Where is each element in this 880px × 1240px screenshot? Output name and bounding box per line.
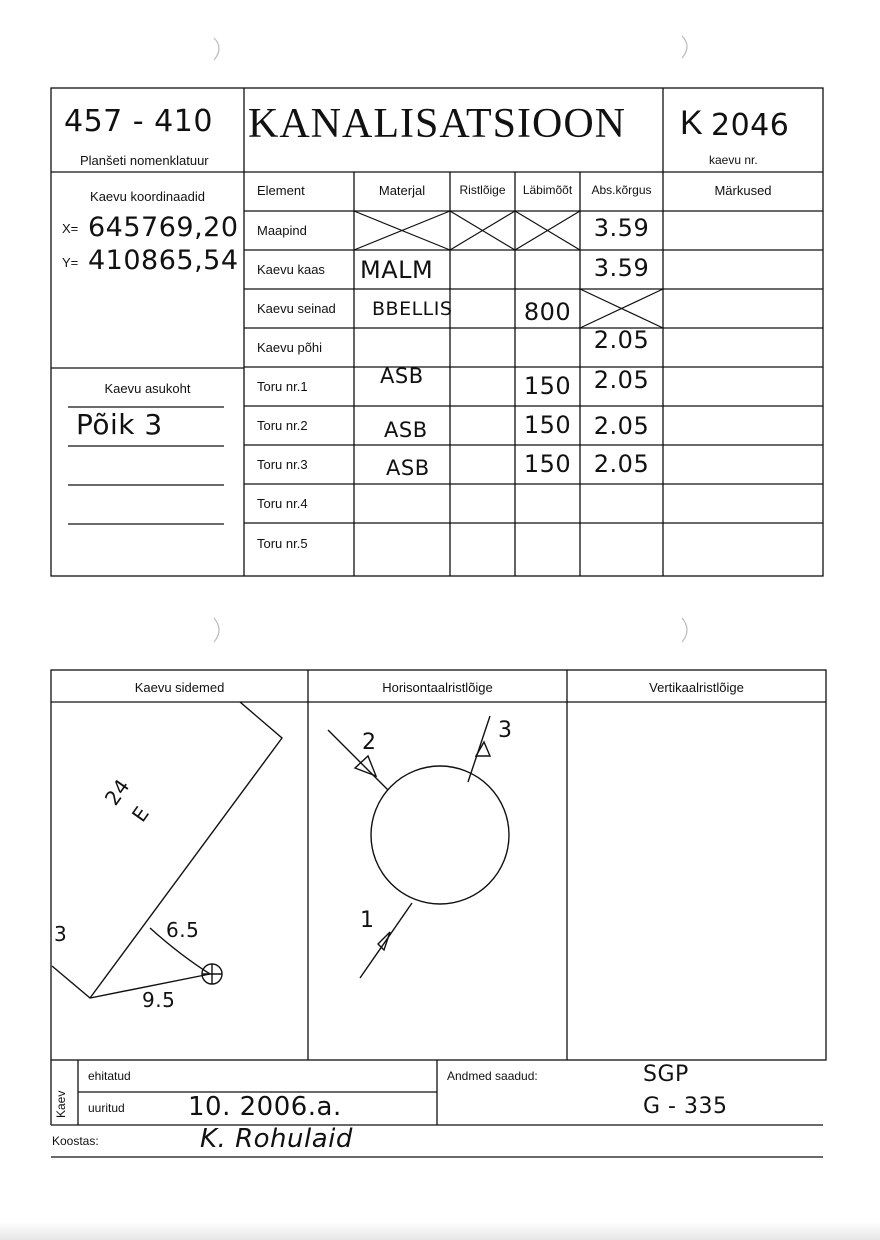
table-row-abs: 2.05: [593, 326, 650, 354]
uuritud-value: 10. 2006.a.: [188, 1092, 342, 1122]
table-row-element: Toru nr.2: [257, 418, 308, 433]
table-row-labimoot: 150: [523, 411, 572, 439]
pipe-number: 2: [362, 730, 377, 755]
x-label: X=: [62, 221, 79, 236]
table-row-materjal: ASB: [386, 456, 430, 480]
sketch-header-vertical: Vertikaalristlõige: [649, 680, 744, 695]
table-row-abs: 2.05: [593, 366, 650, 394]
table-row-abs: 3.59: [593, 214, 650, 242]
table-row-labimoot: 150: [523, 372, 572, 400]
table-row-element: Kaevu seinad: [257, 301, 336, 316]
table-row-materjal: ASB: [384, 418, 428, 442]
table-row-materjal: MALM: [360, 256, 434, 284]
well-prefix: K: [680, 104, 703, 142]
bottom-form-grid: [51, 670, 826, 1157]
punch-hole-mark: [214, 618, 219, 642]
sketch-header-ties: Kaevu sidemed: [134, 680, 225, 695]
scan-edge: [0, 1222, 880, 1240]
well-number: 2046: [711, 108, 790, 143]
well-label: kaevu nr.: [709, 153, 758, 167]
ties-note: 6.5: [166, 918, 200, 942]
header-element: Element: [257, 183, 305, 198]
ehitatud-label: ehitatud: [88, 1069, 131, 1083]
koostas-signature: K. Rohulaid: [200, 1124, 353, 1154]
table-row-element: Kaevu põhi: [257, 340, 323, 355]
ties-note: 24: [99, 774, 135, 810]
location-value: Põik 3: [76, 408, 163, 441]
andmed-value: G - 335: [643, 1094, 728, 1119]
coords-label: Kaevu koordinaadid: [90, 189, 205, 204]
nomenclature-value: 457 - 410: [64, 104, 213, 139]
table-row-labimoot: 150: [523, 450, 572, 478]
header-ristloige: Ristlõige: [459, 183, 506, 197]
location-label: Kaevu asukoht: [104, 381, 191, 396]
table-row-materjal: BBELLIS: [372, 298, 453, 320]
andmed-label: Andmed saadud:: [447, 1069, 538, 1083]
sketch-header-horizontal: Horisontaalristlõige: [382, 680, 493, 695]
punch-hole-mark: [682, 36, 687, 58]
ties-note: 3: [54, 922, 68, 946]
pipe-number: 3: [498, 718, 513, 743]
horizontal-section-sketch: [328, 716, 509, 978]
x-value: 645769,20: [88, 212, 239, 243]
punch-hole-mark: [214, 38, 219, 60]
koostas-label: Koostas:: [52, 1134, 99, 1148]
header-materjal: Materjal: [378, 183, 426, 198]
y-label: Y=: [62, 255, 79, 270]
header-labimoot: Läbimõõt: [522, 183, 573, 197]
table-row-element: Toru nr.3: [257, 457, 308, 472]
ties-sketch: [52, 702, 282, 998]
andmed-value: SGP: [643, 1062, 689, 1087]
uuritud-label: uuritud: [88, 1101, 125, 1115]
table-row-abs: 2.05: [593, 412, 650, 440]
table-row-materjal: ASB: [380, 364, 424, 388]
table-row-element: Toru nr.5: [257, 536, 308, 551]
nomenclature-label: Planšeti nomenklatuur: [80, 153, 209, 168]
header-markused: Märkused: [714, 183, 772, 198]
table-row-labimoot: 800: [523, 298, 572, 326]
pipe-number: 1: [360, 908, 375, 933]
table-row-abs: 3.59: [593, 254, 650, 282]
table-row-element: Toru nr.1: [257, 379, 308, 394]
header-abs-korgus: Abs.kõrgus: [591, 183, 652, 197]
ties-note: 9.5: [142, 988, 176, 1012]
table-row-abs: 2.05: [593, 450, 650, 478]
table-row-element: Toru nr.4: [257, 496, 308, 511]
y-value: 410865,54: [88, 245, 239, 276]
page-title: KANALISATSIOON: [248, 101, 626, 147]
table-row-element: Maapind: [257, 223, 307, 238]
ties-note: E: [126, 801, 155, 827]
table-row-element: Kaevu kaas: [257, 262, 325, 277]
kaev-label: Kaev: [54, 1090, 68, 1118]
punch-hole-mark: [682, 618, 687, 642]
